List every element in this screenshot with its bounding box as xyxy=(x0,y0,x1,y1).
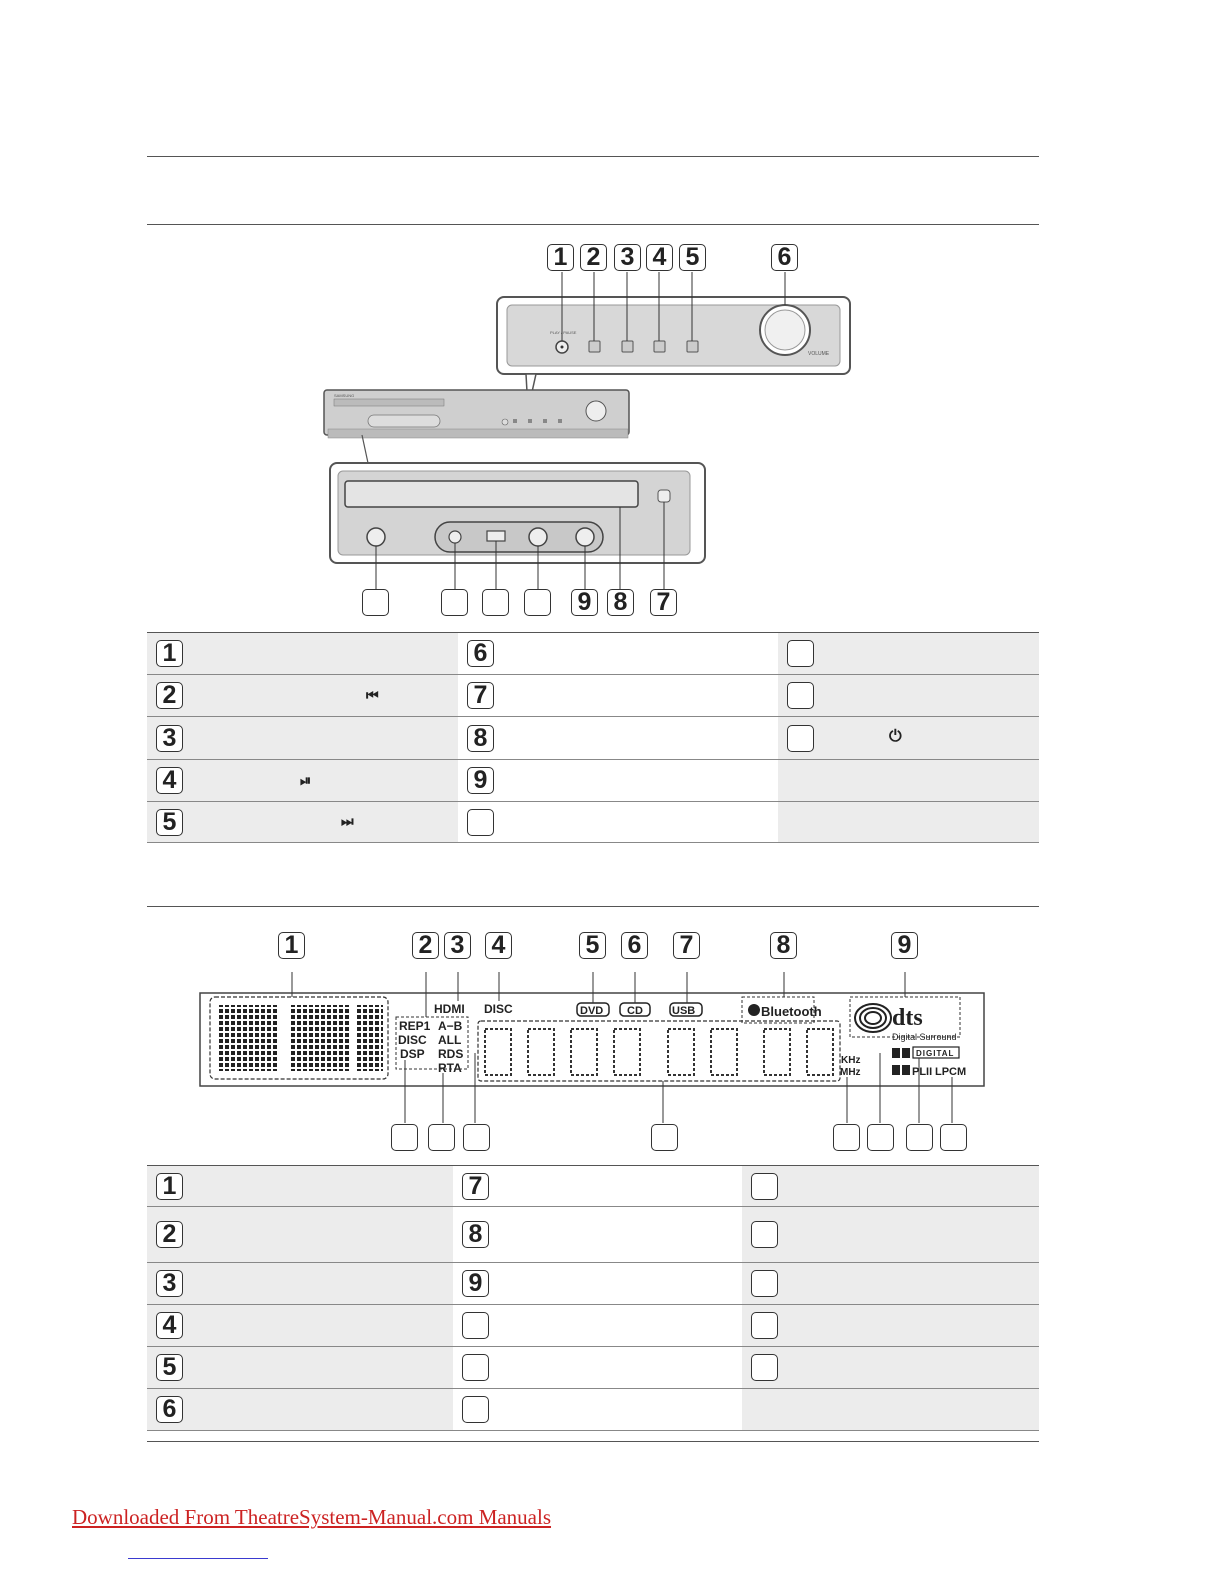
svg-text:A−B: A−B xyxy=(438,1019,463,1033)
front-panel-illustration xyxy=(300,235,860,625)
table-row xyxy=(147,760,1039,802)
callout-badge: 3 xyxy=(614,244,641,271)
row-number-badge xyxy=(787,682,814,709)
row-number-badge: 7 xyxy=(462,1173,489,1200)
svg-text:DIGITAL: DIGITAL xyxy=(916,1049,955,1058)
table-row xyxy=(147,1263,1039,1305)
callout-badge: 6 xyxy=(621,932,648,959)
table-row xyxy=(147,675,1039,717)
callout-badge: 7 xyxy=(673,932,700,959)
power-button-zoom xyxy=(367,528,385,546)
callout-badge: 8 xyxy=(770,932,797,959)
volume-tiny-label: VOLUME xyxy=(808,351,830,357)
callout-badge: 2 xyxy=(580,244,607,271)
callout-badge xyxy=(463,1124,490,1151)
row-number-badge xyxy=(751,1173,778,1200)
row-number-badge: 3 xyxy=(156,1270,183,1297)
callout-badge: 1 xyxy=(547,244,574,271)
svg-text:DISC: DISC xyxy=(398,1033,427,1047)
power-icon: ⏻ xyxy=(889,728,902,745)
disc-tray-zoom xyxy=(345,481,638,507)
svg-text:PLAY / PAUSE: PLAY / PAUSE xyxy=(550,330,577,335)
callout-badge: 9 xyxy=(891,932,918,959)
row-number-badge: 5 xyxy=(156,809,183,836)
front-panel-svg xyxy=(300,235,860,625)
callout-badge xyxy=(524,589,551,616)
svg-text:HDMI: HDMI xyxy=(434,1002,465,1016)
svg-text:CD: CD xyxy=(627,1005,643,1017)
row-number-badge xyxy=(751,1270,778,1297)
row-number-badge: 2 xyxy=(156,682,183,709)
table-row xyxy=(147,717,1039,760)
row-number-badge: 5 xyxy=(156,1354,183,1381)
row-number-badge: 9 xyxy=(467,767,494,794)
callout-badge: 2 xyxy=(412,932,439,959)
row-number-badge: 6 xyxy=(467,640,494,667)
skip-forward-icon: ⏭ xyxy=(341,813,354,829)
callout-badge xyxy=(441,589,468,616)
row-number-badge: 2 xyxy=(156,1221,183,1248)
svg-text:MHz: MHz xyxy=(840,1067,861,1078)
svg-text:DVD: DVD xyxy=(580,1005,604,1017)
row-number-badge: 3 xyxy=(156,725,183,752)
callout-badge: 3 xyxy=(444,932,471,959)
skip-back-icon: ⏮ xyxy=(366,687,379,703)
callout-badge: 1 xyxy=(278,932,305,959)
section-rule-top xyxy=(147,156,1039,157)
section-rule-display xyxy=(147,906,1039,907)
svg-text:USB: USB xyxy=(672,1005,696,1017)
row-number-badge: 8 xyxy=(467,725,494,752)
svg-text:DISC: DISC xyxy=(484,1002,513,1016)
callout-badge: 6 xyxy=(771,244,798,271)
row-number-badge: 8 xyxy=(462,1221,489,1248)
svg-text:PLII: PLII xyxy=(912,1066,933,1078)
callout-badge xyxy=(482,589,509,616)
svg-text:dts: dts xyxy=(892,1005,923,1031)
section-rule-bottom xyxy=(147,1441,1039,1442)
table-row xyxy=(147,1207,1039,1263)
callout-badge xyxy=(940,1124,967,1151)
svg-text:DSP: DSP xyxy=(400,1047,425,1061)
row-number-badge: 6 xyxy=(156,1396,183,1423)
callout-badge xyxy=(833,1124,860,1151)
display-table xyxy=(147,1165,1039,1431)
callout-badge: 4 xyxy=(485,932,512,959)
row-number-badge: 9 xyxy=(462,1270,489,1297)
svg-text:RDS: RDS xyxy=(438,1047,464,1061)
callout-badge: 7 xyxy=(650,589,677,616)
callout-badge: 5 xyxy=(579,932,606,959)
callout-badge xyxy=(428,1124,455,1151)
callout-badge: 8 xyxy=(607,589,634,616)
callout-badge: 4 xyxy=(646,244,673,271)
play-pause-icon: ⏯ xyxy=(300,772,312,788)
row-number-badge xyxy=(751,1354,778,1381)
table-row xyxy=(147,802,1039,843)
row-number-badge: 1 xyxy=(156,1173,183,1200)
row-number-badge xyxy=(462,1312,489,1339)
row-number-badge: 7 xyxy=(467,682,494,709)
section-rule-front-panel xyxy=(147,224,1039,225)
row-number-badge: 1 xyxy=(156,640,183,667)
row-number-badge: 4 xyxy=(156,1312,183,1339)
callout-badge xyxy=(391,1124,418,1151)
callout-badge xyxy=(867,1124,894,1151)
row-number-badge xyxy=(787,640,814,667)
svg-text:REP1: REP1 xyxy=(399,1019,431,1033)
svg-text:KHz: KHz xyxy=(841,1055,861,1066)
callout-badge: 5 xyxy=(679,244,706,271)
row-number-badge xyxy=(787,725,814,752)
row-number-badge xyxy=(462,1396,489,1423)
row-number-badge: 4 xyxy=(156,767,183,794)
svg-text:ALL: ALL xyxy=(438,1033,462,1047)
table-row xyxy=(147,1347,1039,1389)
footer-underline xyxy=(128,1558,268,1559)
callout-badge xyxy=(651,1124,678,1151)
svg-text:RTA: RTA xyxy=(438,1061,462,1075)
row-number-badge xyxy=(467,809,494,836)
row-number-badge xyxy=(462,1354,489,1381)
callout-badge xyxy=(362,589,389,616)
table-row xyxy=(147,633,1039,675)
svg-text:Bluetooth: Bluetooth xyxy=(761,1004,822,1019)
row-number-badge xyxy=(751,1221,778,1248)
callout-badge: 9 xyxy=(571,589,598,616)
svg-text:Digital Surround: Digital Surround xyxy=(892,1032,957,1042)
footer-download-link[interactable]: Downloaded From TheatreSystem-Manual.com Manuals xyxy=(72,1505,552,1529)
callout-badge xyxy=(906,1124,933,1151)
table-row xyxy=(147,1305,1039,1347)
device-body xyxy=(324,390,629,435)
svg-text:SAMSUNG: SAMSUNG xyxy=(334,393,355,398)
row-number-badge xyxy=(751,1312,778,1339)
table-row xyxy=(147,1389,1039,1431)
front-panel-table xyxy=(147,632,1039,843)
table-row xyxy=(147,1166,1039,1207)
svg-text:LPCM: LPCM xyxy=(935,1066,967,1078)
